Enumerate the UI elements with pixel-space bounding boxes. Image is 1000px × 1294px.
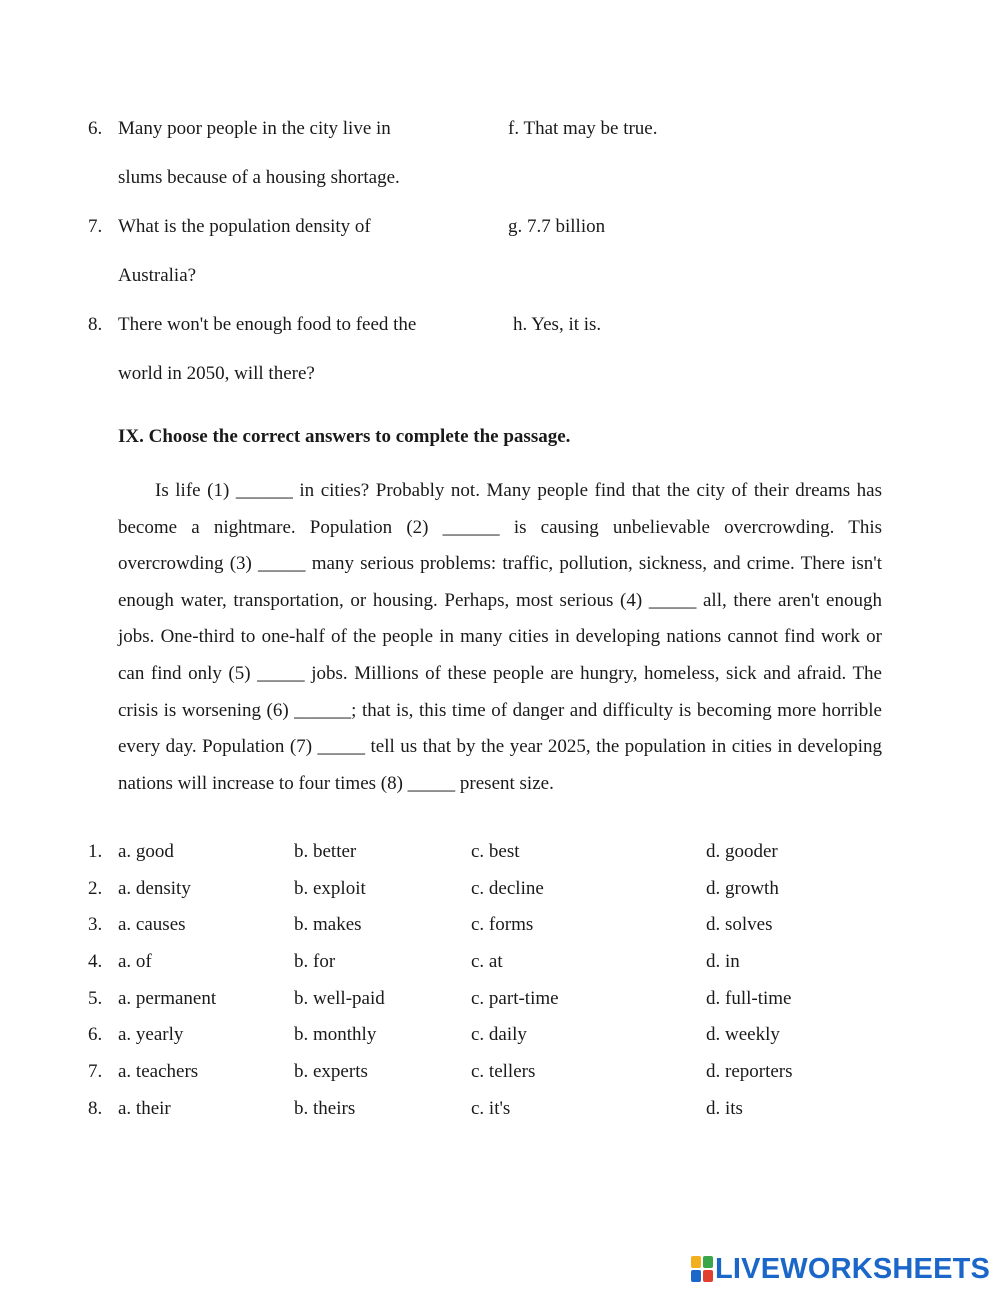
option-b[interactable]: b. better [294, 841, 357, 862]
option-c[interactable]: c. forms [471, 914, 534, 936]
option-a[interactable]: a. yearly [118, 1024, 184, 1046]
option-a[interactable]: a. teachers [118, 1061, 199, 1083]
option-d[interactable]: d. growth [706, 877, 779, 899]
section-title: IX. Choose the correct answers to complete the passage. [118, 426, 571, 447]
item-text-line: world in 2050, will there? [118, 363, 315, 384]
option-c[interactable]: c. tellers [471, 1061, 536, 1083]
matching-answer: h. Yes, it is. [513, 314, 602, 335]
option-row [88, 951, 888, 988]
item-number: 6. [88, 118, 103, 139]
logo-square [691, 1256, 701, 1268]
option-a[interactable]: a. density [118, 877, 191, 899]
option-d[interactable]: d. in [706, 951, 740, 973]
logo-icon [691, 1256, 713, 1282]
question-number: 6. [88, 1024, 103, 1046]
item-text-line: Many poor people in the city live in [118, 118, 391, 139]
option-b[interactable]: b. exploit [294, 877, 366, 899]
option-c[interactable]: c. daily [471, 1024, 527, 1046]
option-b[interactable]: b. well-paid [294, 987, 385, 1009]
option-b[interactable]: b. experts [294, 1061, 368, 1083]
item-text-line: What is the population density of [118, 216, 371, 237]
item-number: 7. [88, 216, 103, 237]
liveworksheets-logo [691, 1254, 990, 1284]
option-row [88, 841, 888, 878]
option-b[interactable]: b. monthly [294, 1024, 377, 1046]
matching-answer: f. That may be true. [508, 118, 658, 139]
option-d[interactable]: d. reporters [706, 1061, 793, 1083]
option-d[interactable]: d. its [706, 1097, 743, 1119]
matching-answer: g. 7.7 billion [508, 216, 606, 237]
option-c[interactable]: c. part-time [471, 987, 559, 1009]
logo-square [703, 1256, 713, 1268]
logo-text: LIVEWORKSHEETS [715, 1252, 991, 1285]
option-d[interactable]: d. solves [706, 914, 773, 936]
option-row [88, 1098, 888, 1135]
question-number: 2. [88, 877, 103, 899]
option-d[interactable]: d. full-time [706, 987, 792, 1009]
option-c[interactable]: c. decline [471, 877, 544, 899]
option-b[interactable]: b. for [294, 951, 336, 973]
option-a[interactable]: a. causes [118, 914, 186, 936]
question-number: 8. [88, 1097, 103, 1119]
option-row [88, 1024, 888, 1061]
option-b[interactable]: b. theirs [294, 1097, 356, 1119]
question-number: 7. [88, 1061, 103, 1083]
option-row [88, 1061, 888, 1098]
question-number: 1. [88, 841, 103, 862]
question-number: 4. [88, 951, 103, 973]
option-a[interactable]: a. their [118, 1097, 171, 1119]
option-c[interactable]: c. best [471, 841, 520, 862]
option-row [88, 988, 888, 1025]
option-row [88, 878, 888, 915]
item-text-line: There won't be enough food to feed the [118, 314, 417, 335]
item-text-line: slums because of a housing shortage. [118, 167, 400, 188]
option-c[interactable]: c. it's [471, 1097, 511, 1119]
reading-passage: Is life (1) ______ in cities? Probably not. Many people find that the city of their dreams has become a nightmare. Population (2) ______ is causing unbelievable overcrowding. This overcrowding (3) _____ many serious problems: traffic, pollution, sickness, and crime. There isn't enough water, transportation, or housing. Perhaps, most serious (4) _____ all, there aren't enough jobs. One-third to one-half of the people in many cities in developing nations cannot find work or can find only (5) _____ jobs. Millions of these people are hungry, homeless, sick and afraid. The crisis is worsening (6) ______; that is, this time of danger and difficulty is becoming more horrible every day. Population (7) _____ tell us that by the year 2025, the population in cities in developing nations will increase to four times (8) _____ present size. [118, 480, 882, 794]
option-b[interactable]: b. makes [294, 914, 362, 936]
logo-square [691, 1270, 701, 1282]
option-d[interactable]: d. gooder [706, 841, 778, 862]
option-d[interactable]: d. weekly [706, 1024, 780, 1046]
option-a[interactable]: a. good [118, 841, 174, 862]
item-number: 8. [88, 314, 103, 335]
option-row [88, 914, 888, 951]
question-number: 5. [88, 987, 103, 1009]
item-text-line: Australia? [118, 265, 197, 286]
question-number: 3. [88, 914, 103, 936]
options-table [88, 841, 888, 1135]
logo-square [703, 1270, 713, 1282]
option-a[interactable]: a. permanent [118, 987, 217, 1009]
option-a[interactable]: a. of [118, 951, 152, 973]
option-c[interactable]: c. at [471, 951, 503, 973]
